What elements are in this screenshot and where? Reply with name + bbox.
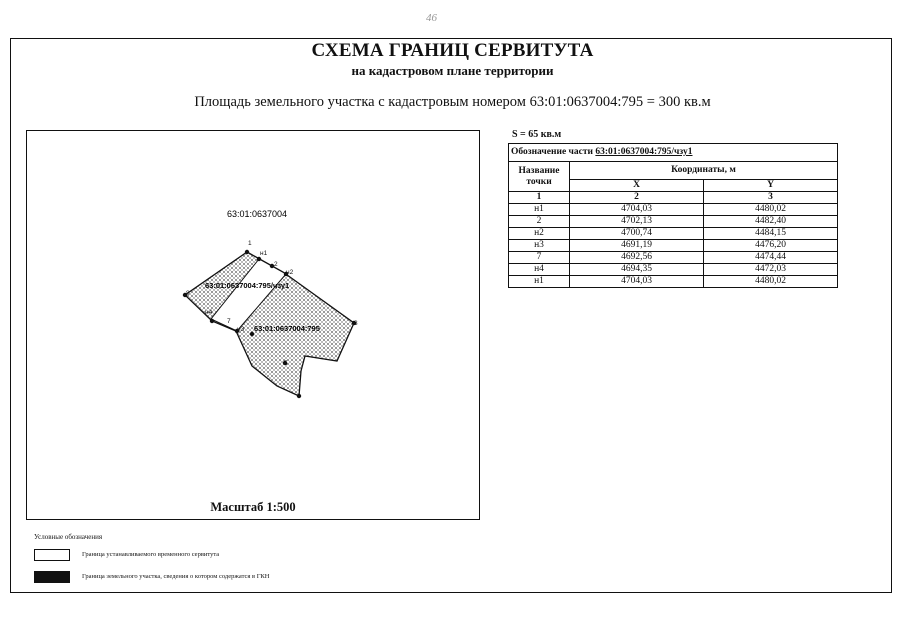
point-n1 xyxy=(257,257,261,261)
point-name: 7 xyxy=(509,252,570,264)
point-label-n2: н2 xyxy=(286,269,294,276)
coordinates-table xyxy=(508,143,838,288)
table-row xyxy=(509,264,838,276)
point-label-n3: н3 xyxy=(237,326,245,333)
legend-servitude-label: Граница устанавливаемого временного сервитута xyxy=(82,551,220,558)
table-row xyxy=(509,228,838,240)
point-name: н1 xyxy=(509,204,570,216)
col-x: X xyxy=(570,180,704,192)
part-number: 63:01:0637004:795/чзу1 xyxy=(595,147,693,157)
point-name: н4 xyxy=(509,264,570,276)
col-y: Y xyxy=(704,180,838,192)
point-label-5: 5 xyxy=(284,360,288,367)
x-value: 4702,13 xyxy=(570,216,704,228)
servitude-label: 63:01:0637004:795/чзу1 xyxy=(205,281,290,290)
col-index: 3 xyxy=(704,192,838,204)
table-row xyxy=(509,276,838,288)
x-value: 4700,74 xyxy=(570,228,704,240)
point-label-8: 8 xyxy=(186,290,190,297)
point-name: н1 xyxy=(509,276,570,288)
x-value: 4691,19 xyxy=(570,240,704,252)
legend-servitude-swatch xyxy=(34,549,70,561)
quarter-label: 63:01:0637004 xyxy=(226,209,288,219)
col-index: 1 xyxy=(509,192,570,204)
point-bottom xyxy=(297,394,301,398)
y-value: 4480,02 xyxy=(704,276,838,288)
part-label: Обозначение части xyxy=(511,147,594,157)
col-index: 2 xyxy=(570,192,704,204)
legend-parcel-label: Граница земельного участка, сведения о котором содержатся в ГКН xyxy=(82,573,270,580)
x-value: 4704,03 xyxy=(570,276,704,288)
point-label-n4: н4 xyxy=(205,309,213,316)
x-value: 4704,03 xyxy=(570,204,704,216)
x-value: 4694,35 xyxy=(570,264,704,276)
parcel-area-line: Площадь земельного участка с кадастровым номером 63:01:0637004:795 = 300 кв.м xyxy=(194,94,711,110)
point-label-7: 7 xyxy=(227,318,231,325)
parcel-label: 63:01:0637004:795 xyxy=(254,324,320,333)
scale-label: Масштаб 1:500 xyxy=(210,500,296,514)
y-value: 4484,15 xyxy=(704,228,838,240)
point-n4 xyxy=(210,319,214,323)
point-label-1: 1 xyxy=(248,240,252,247)
cadastral-plan xyxy=(26,130,480,520)
point-label-2: 2 xyxy=(274,261,278,268)
y-value: 4472,03 xyxy=(704,264,838,276)
servitude-area: S = 65 кв.м xyxy=(512,129,562,140)
point-label-n1: н1 xyxy=(260,250,268,257)
plan-drawing xyxy=(27,131,481,521)
y-value: 4480,02 xyxy=(704,204,838,216)
point-name: н3 xyxy=(509,240,570,252)
col-coordinates: Координаты, м xyxy=(570,162,838,180)
table-row xyxy=(509,216,838,228)
table-row xyxy=(509,240,838,252)
y-value: 4474,44 xyxy=(704,252,838,264)
point-1 xyxy=(245,250,249,254)
x-value: 4692,56 xyxy=(570,252,704,264)
page-number: 46 xyxy=(426,12,437,24)
y-value: 4476,20 xyxy=(704,240,838,252)
y-value: 4482,40 xyxy=(704,216,838,228)
table-row xyxy=(509,204,838,216)
point-name: 2 xyxy=(509,216,570,228)
document-title: СХЕМА ГРАНИЦ СЕРВИТУТА xyxy=(311,40,594,61)
point-label-3: 3 xyxy=(354,320,358,327)
table-row xyxy=(509,252,838,264)
part-designation xyxy=(509,144,838,162)
document-subtitle: на кадастровом плане территории xyxy=(351,63,554,78)
legend-title: Условные обозначения xyxy=(34,533,103,541)
point-name: н2 xyxy=(509,228,570,240)
legend-parcel-swatch xyxy=(34,571,70,583)
col-point-name: Название точки xyxy=(509,162,570,192)
